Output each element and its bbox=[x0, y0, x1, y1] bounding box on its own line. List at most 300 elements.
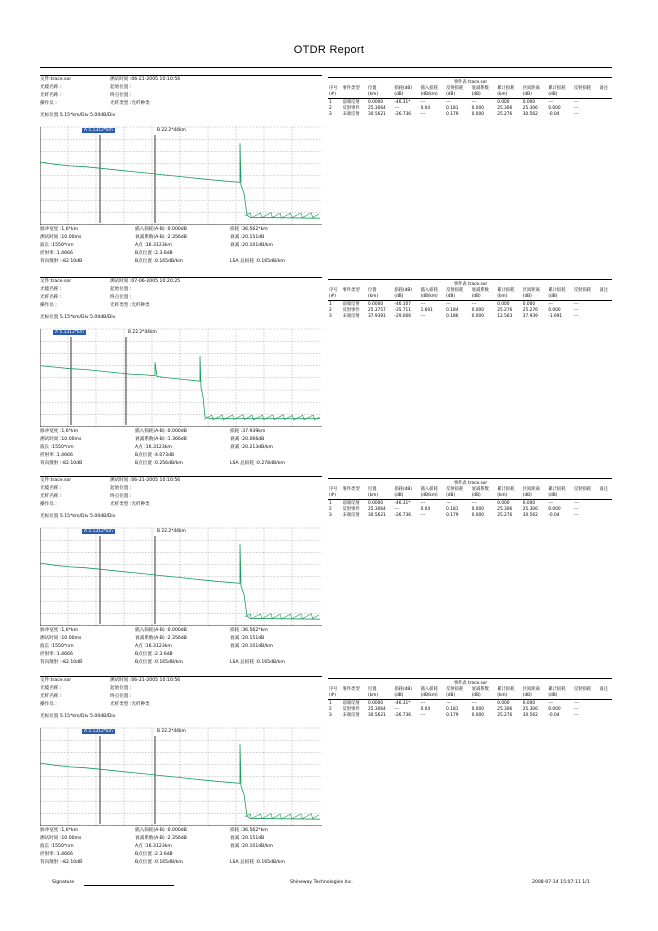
events-header-cell: (dB) bbox=[548, 693, 558, 698]
trace-section bbox=[40, 478, 612, 674]
event-cell: 0.04 bbox=[420, 707, 431, 712]
event-cell: 25.3064 bbox=[368, 707, 386, 712]
event-cell: --- bbox=[420, 100, 426, 105]
event-cell: 0.000 bbox=[522, 100, 536, 105]
trace-stat: B点位置 :4.073dB bbox=[135, 453, 175, 458]
file-name: 文件:trace.sor bbox=[40, 279, 72, 284]
events-header-cell: (km) bbox=[368, 493, 379, 498]
trace-stat: 衰减 :20.101dB/km bbox=[230, 844, 274, 849]
events-header-cell: 反射损耗 bbox=[446, 687, 464, 692]
event-cell: --- bbox=[573, 106, 579, 111]
events-header-cell: (dB) bbox=[446, 493, 456, 498]
event-cell bbox=[598, 513, 612, 519]
event-cell: -0.04 bbox=[548, 513, 560, 518]
events-header-cell: 累计损耗 bbox=[497, 288, 515, 293]
scale-info: 光标位置 5.15*km/Div 5.00dB/Div bbox=[40, 714, 116, 719]
trace-stat: LSA 总损耗 :0.165dB/km bbox=[230, 660, 285, 665]
events-header-cell: 衰减系数 bbox=[471, 487, 489, 492]
events-title: 事件表 trace.sor bbox=[453, 282, 488, 287]
event-cell: --- bbox=[420, 701, 426, 706]
event-cell: 0.0000 bbox=[368, 501, 384, 506]
event-cell: --- bbox=[573, 302, 579, 307]
fiber-type: 光纤类型 :光纤种类 bbox=[110, 502, 150, 507]
event-cell: --- bbox=[548, 100, 553, 105]
events-header-cell: (km) bbox=[368, 693, 379, 698]
event-cell: 前端反射 bbox=[342, 100, 360, 105]
operator: 操作员 : bbox=[40, 101, 57, 106]
events-header-cell: (dB/km) bbox=[420, 92, 438, 97]
trace-section bbox=[40, 678, 612, 874]
event-cell: -0.04 bbox=[548, 713, 560, 718]
events-rule bbox=[328, 478, 612, 479]
event-cell: -35.711 bbox=[394, 308, 411, 313]
events-header-cell: 事件类型 bbox=[342, 487, 360, 492]
trace-stat: 折射率 :1.4666 bbox=[40, 852, 73, 857]
trace-stat: 衰减 :20.213dB/km bbox=[230, 445, 274, 450]
event-cell: 25.276 bbox=[497, 513, 513, 518]
trace-stat: 波长 :1550*nm bbox=[40, 844, 74, 849]
events-header-cell: 序号 bbox=[329, 687, 338, 692]
cable-name: 光缆名称 : bbox=[40, 287, 62, 292]
events-header-cell: 损耗(dB) bbox=[394, 687, 413, 692]
start-location: 起始位置 : bbox=[110, 85, 132, 90]
event-cell: 25.306 bbox=[522, 507, 538, 512]
event-cell: 0.181 bbox=[446, 707, 459, 712]
events-header-cell: (km) bbox=[368, 92, 379, 97]
operator: 操作员 : bbox=[40, 303, 57, 308]
event-cell: 2 bbox=[329, 507, 332, 512]
event-cell: 0.000 bbox=[471, 308, 484, 313]
events-header-cell: 累计损耗 bbox=[548, 687, 566, 692]
otdr-trace-chart bbox=[40, 325, 322, 427]
fiber-type: 光纤类型 :光纤种类 bbox=[110, 101, 150, 106]
event-cell: 25.3757 bbox=[368, 308, 386, 313]
trace-stat: 衰减 :20.066dB bbox=[230, 437, 265, 442]
trace-stat: 衰减 :20.151dB bbox=[230, 636, 265, 641]
marker-b-label: B 22.2*44km bbox=[157, 729, 186, 734]
marker-a-label: A 5.1312*km bbox=[84, 529, 113, 534]
scale-info: 光标位置 5.15*km/Div 5.00dB/Div bbox=[40, 514, 116, 519]
event-cell: --- bbox=[420, 302, 426, 307]
trace-stat: 测试时间 :10.00ms bbox=[40, 235, 82, 240]
event-cell: 2 bbox=[329, 308, 332, 313]
event-cell: --- bbox=[446, 100, 451, 105]
event-cell: 反射事件 bbox=[342, 707, 360, 712]
trace-stat: 插入损耗(A-B) :0.000dB bbox=[135, 628, 187, 633]
trace-stat: 插入损耗(A-B) :0.000dB bbox=[135, 429, 187, 434]
events-header-cell: 区间距离 bbox=[522, 288, 540, 293]
trace-stat: LSA 总损耗 :0.165dB/km bbox=[230, 259, 285, 264]
event-cell: 0.000 bbox=[522, 302, 536, 307]
event-cell: 25.276 bbox=[497, 112, 513, 117]
events-header-cell: 损耗(dB) bbox=[394, 487, 413, 492]
event-cell: --- bbox=[420, 513, 426, 518]
events-header-cell: 累计损耗 bbox=[497, 86, 515, 91]
event-cell: 12.563 bbox=[497, 314, 513, 319]
event-cell: 0.181 bbox=[446, 507, 459, 512]
event-cell: 1 bbox=[329, 100, 332, 105]
events-header-cell: (#) bbox=[329, 693, 336, 698]
event-cell: --- bbox=[573, 713, 579, 718]
event-cell: --- bbox=[394, 106, 400, 111]
event-cell: -46.31* bbox=[394, 100, 411, 105]
event-cell: 30.562 bbox=[522, 112, 538, 117]
event-cell: 2 bbox=[329, 106, 332, 111]
event-cell: 0.000 bbox=[497, 100, 510, 105]
event-cell: 0.184 bbox=[446, 308, 459, 313]
event-cell: --- bbox=[573, 701, 579, 706]
cable-name: 光缆名称 : bbox=[40, 85, 62, 90]
events-header-cell: 位置 bbox=[368, 288, 377, 293]
report-title: OTDR Report bbox=[293, 44, 365, 56]
trace-stat: 脉冲宽度 :1,6*km bbox=[40, 828, 79, 833]
events-header-cell: 衰减系数 bbox=[471, 687, 489, 692]
event-cell: --- bbox=[420, 501, 426, 506]
event-cell: --- bbox=[420, 314, 426, 319]
cable-name: 光缆名称 : bbox=[40, 686, 62, 691]
events-header-cell: 反射损耗 bbox=[573, 288, 592, 293]
events-table bbox=[328, 80, 612, 118]
event-cell: 30.562 bbox=[522, 513, 538, 518]
test-datetime: 测试时间 :06-21-2005 10:10:56 bbox=[110, 678, 181, 683]
otdr-trace-chart bbox=[40, 123, 322, 225]
event-cell: 反射事件 bbox=[342, 308, 360, 313]
event-cell: --- bbox=[573, 112, 579, 117]
events-header-cell: (km) bbox=[497, 493, 508, 498]
trace-stat: 波长 :1550*nm bbox=[40, 644, 74, 649]
event-cell: 0.000 bbox=[548, 106, 561, 111]
event-cell: --- bbox=[471, 100, 477, 105]
events-header-cell: 反射损耗 bbox=[573, 487, 592, 492]
event-cell: 0.181 bbox=[446, 106, 459, 111]
events-header-cell: (km) bbox=[497, 294, 508, 299]
event-cell: --- bbox=[471, 302, 477, 307]
trace-stat: A点 :16.3123km bbox=[135, 445, 172, 450]
title-divider bbox=[40, 67, 612, 68]
trace-stat: A点 :16.3123km bbox=[135, 844, 172, 849]
event-cell: --- bbox=[573, 501, 579, 506]
start-location: 起始位置 : bbox=[110, 686, 132, 691]
otdr-trace-chart bbox=[40, 524, 322, 626]
event-cell: 0.0000 bbox=[368, 100, 384, 105]
trace-stat: 插入损耗(A-B) :0.000dB bbox=[135, 828, 187, 833]
events-rule bbox=[328, 678, 612, 679]
print-date: 2008-07-14 15:07:11 1/1 bbox=[532, 880, 590, 885]
event-cell: 37.939 bbox=[522, 314, 538, 319]
trace-stat: 脉冲宽度 :1,6*km bbox=[40, 227, 79, 232]
trace-stat: A点 :16.3123km bbox=[135, 644, 172, 649]
section-rule bbox=[40, 476, 322, 477]
event-cell: 末端反射 bbox=[342, 112, 360, 117]
events-header-cell: (dB) bbox=[522, 294, 532, 299]
trace-stat: 损耗 :36.562*km bbox=[230, 828, 268, 833]
events-header-cell: (dB) bbox=[548, 92, 558, 97]
events-header-cell: 区间距离 bbox=[522, 487, 540, 492]
event-row bbox=[328, 112, 612, 118]
event-cell: 0.000 bbox=[471, 713, 484, 718]
event-cell: -46.31* bbox=[394, 701, 411, 706]
file-name: 文件:trace.sor bbox=[40, 478, 72, 483]
event-cell: 0.186 bbox=[446, 314, 459, 319]
event-cell: --- bbox=[446, 701, 451, 706]
event-cell: 前端反射 bbox=[342, 501, 360, 506]
event-cell: --- bbox=[471, 501, 477, 506]
fiber-type: 光纤类型 :光纤种类 bbox=[110, 303, 150, 308]
event-cell: 37.9391 bbox=[368, 314, 386, 319]
event-cell: --- bbox=[573, 308, 579, 313]
event-cell: 0.0000 bbox=[368, 302, 384, 307]
marker-a-label: A 5.1312*km bbox=[84, 128, 113, 133]
marker-b-label: B 22.2*44km bbox=[157, 529, 186, 534]
event-cell: 前端反射 bbox=[342, 701, 360, 706]
events-header-cell: (dB/km) bbox=[420, 294, 438, 299]
marker-a-label: A 5.1312*km bbox=[84, 729, 113, 734]
trace-stat: 波长 :1550*nm bbox=[40, 243, 74, 248]
events-rule bbox=[328, 279, 612, 280]
event-cell: 0.179 bbox=[446, 513, 459, 518]
start-location: 起始位置 : bbox=[110, 287, 132, 292]
event-cell: 0.000 bbox=[471, 707, 484, 712]
scale-info: 光标位置 5.15*km/Div 5.00dB/Div bbox=[40, 113, 116, 118]
events-header-cell: 事件类型 bbox=[342, 687, 360, 692]
trace-stat: A点 :16.3123km bbox=[135, 243, 172, 248]
event-cell: --- bbox=[420, 112, 426, 117]
fiber-name: 光纤名称 : bbox=[40, 694, 62, 699]
trace-stat: 衰减 :20.151dB bbox=[230, 235, 265, 240]
events-header-cell: 累计损耗 bbox=[497, 687, 515, 692]
events-header-cell: (dB) bbox=[394, 294, 404, 299]
events-header-cell: 备注 bbox=[599, 288, 608, 293]
event-cell: 0.000 bbox=[548, 507, 561, 512]
cable-name: 光缆名称 : bbox=[40, 486, 62, 491]
events-header-cell: 备注 bbox=[599, 487, 608, 492]
operator: 操作员 : bbox=[40, 502, 57, 507]
events-header-cell: (dB) bbox=[471, 294, 481, 299]
event-cell: 0.000 bbox=[471, 507, 484, 512]
trace-stat: 损耗 :37.939km bbox=[230, 429, 266, 434]
events-header-cell: (km) bbox=[368, 294, 379, 299]
trace-stat: 折射率 :1.4666 bbox=[40, 251, 73, 256]
events-header-cell: 事件类型 bbox=[342, 86, 360, 91]
trace-section bbox=[40, 77, 612, 273]
trace-stat: 折射率 :1.4666 bbox=[40, 453, 73, 458]
event-cell: 1.691 bbox=[420, 308, 433, 313]
events-header-cell: 损耗(dB) bbox=[394, 86, 413, 91]
trace-stat: 背向散射 :-82.10dB bbox=[40, 660, 83, 665]
events-header-cell: 备注 bbox=[599, 687, 608, 692]
events-header-cell: 插入损耗 bbox=[420, 288, 438, 293]
trace-stat: 插入损耗(A-B) :0.000dB bbox=[135, 227, 187, 232]
trace-stat: 衰减系数(A-B) :2.356dB bbox=[135, 636, 187, 641]
events-header-cell: 衰减系数 bbox=[471, 288, 489, 293]
trace-stat: 衰减 :20.101dB/km bbox=[230, 644, 274, 649]
events-header-cell: 事件类型 bbox=[342, 288, 360, 293]
fiber-name: 光纤名称 : bbox=[40, 494, 62, 499]
event-cell: 3 bbox=[329, 314, 332, 319]
trace-stat: 损耗 :36.562*km bbox=[230, 227, 268, 232]
fiber-name: 光纤名称 : bbox=[40, 295, 62, 300]
event-cell: 30.5621 bbox=[368, 112, 386, 117]
event-cell bbox=[598, 314, 612, 320]
event-cell: -26.736 bbox=[394, 112, 411, 117]
file-name: 文件:trace.sor bbox=[40, 77, 72, 82]
event-cell: -46.107 bbox=[394, 302, 411, 307]
trace-section bbox=[40, 279, 612, 475]
event-cell: 前端反射 bbox=[342, 302, 360, 307]
event-cell: 1 bbox=[329, 701, 332, 706]
event-cell: --- bbox=[394, 507, 400, 512]
event-cell: -26.736 bbox=[394, 513, 411, 518]
event-cell: 3 bbox=[329, 112, 332, 117]
trace-plot bbox=[40, 524, 322, 626]
event-cell: 30.5621 bbox=[368, 513, 386, 518]
event-cell: 0.04 bbox=[420, 507, 431, 512]
event-cell: 25.306 bbox=[497, 106, 513, 111]
trace-stat: B点位置 :2.3.6dB bbox=[135, 652, 173, 657]
trace-stat: 测试时间 :10.00ms bbox=[40, 437, 82, 442]
trace-stat: 衰减系数(A-B) :2.356dB bbox=[135, 836, 187, 841]
events-header-cell: 反射损耗 bbox=[446, 487, 464, 492]
event-cell: --- bbox=[471, 701, 477, 706]
events-header-cell: 备注 bbox=[599, 86, 608, 91]
event-cell: 0.179 bbox=[446, 713, 459, 718]
operator: 操作员 : bbox=[40, 702, 57, 707]
otdr-trace-chart bbox=[40, 724, 322, 826]
event-cell: 0.000 bbox=[471, 106, 484, 111]
event-cell: 30.562 bbox=[522, 713, 538, 718]
events-header-cell: (dB) bbox=[394, 493, 404, 498]
events-header-cell: (#) bbox=[329, 493, 336, 498]
events-header-cell: (dB) bbox=[471, 92, 481, 97]
signature-line bbox=[84, 885, 174, 886]
events-header-cell: (dB) bbox=[522, 493, 532, 498]
page-footer bbox=[52, 878, 612, 888]
events-table bbox=[328, 481, 612, 519]
events-header-cell: 位置 bbox=[368, 86, 377, 91]
events-header-cell: (dB/km) bbox=[420, 493, 438, 498]
noise-floor bbox=[204, 415, 320, 420]
events-header-cell: 位置 bbox=[368, 487, 377, 492]
event-cell: 反射事件 bbox=[342, 507, 360, 512]
events-header-cell: 序号 bbox=[329, 86, 338, 91]
events-header-cell: 序号 bbox=[329, 288, 338, 293]
trace-stat: 测试时间 :10.00ms bbox=[40, 636, 82, 641]
trace-stat: 衰减 :20.151dB bbox=[230, 836, 265, 841]
event-cell: --- bbox=[446, 501, 451, 506]
fiber-type: 光纤类型 :光纤种类 bbox=[110, 702, 150, 707]
events-header-cell: (dB) bbox=[446, 693, 456, 698]
event-cell: 0.179 bbox=[446, 112, 459, 117]
events-table bbox=[328, 282, 612, 320]
event-cell: 25.306 bbox=[522, 707, 538, 712]
event-cell: 反射事件 bbox=[342, 106, 360, 111]
events-title: 事件表 trace.sor bbox=[453, 80, 488, 85]
events-header-cell: (km) bbox=[497, 92, 508, 97]
trace-stat: B点位置 :2.3.6dB bbox=[135, 251, 173, 256]
event-cell: -0.04 bbox=[548, 112, 560, 117]
events-header-cell: (dB/km) bbox=[420, 693, 438, 698]
events-header-cell: (dB) bbox=[446, 294, 456, 299]
trace-stat: 背向散射 :-82.10dB bbox=[40, 461, 83, 466]
event-cell bbox=[598, 112, 612, 118]
events-header-cell: 序号 bbox=[329, 487, 338, 492]
event-cell: -46.31* bbox=[394, 501, 411, 506]
event-cell: 末端反射 bbox=[342, 513, 360, 518]
event-cell: 3 bbox=[329, 513, 332, 518]
event-row bbox=[328, 314, 612, 320]
trace-stat: LSA 总损耗 :0.165dB/km bbox=[230, 860, 285, 865]
event-cell: --- bbox=[548, 501, 553, 506]
section-rule bbox=[40, 75, 322, 76]
event-cell: --- bbox=[573, 507, 579, 512]
section-rule bbox=[40, 676, 322, 677]
event-cell: 0.000 bbox=[497, 501, 510, 506]
event-cell: 2 bbox=[329, 707, 332, 712]
events-header-cell: 损耗(dB) bbox=[394, 288, 413, 293]
trace-stat: B点位置 :0.165dB/km bbox=[135, 660, 183, 665]
events-header-cell: 插入损耗 bbox=[420, 86, 438, 91]
events-table bbox=[328, 681, 612, 719]
events-header-cell: (dB) bbox=[394, 693, 404, 698]
event-cell: --- bbox=[394, 707, 400, 712]
events-header-cell: 累计损耗 bbox=[548, 288, 566, 293]
events-header-cell: (#) bbox=[329, 294, 336, 299]
events-header-cell: 插入损耗 bbox=[420, 687, 438, 692]
events-header-cell: (dB) bbox=[548, 294, 558, 299]
event-cell: 25.306 bbox=[497, 707, 513, 712]
trace-stat: 背向散射 :-82.10dB bbox=[40, 860, 83, 865]
event-cell: 25.3064 bbox=[368, 507, 386, 512]
section-rule bbox=[40, 277, 322, 278]
event-cell: 25.306 bbox=[497, 507, 513, 512]
event-cell: 0.000 bbox=[471, 112, 484, 117]
events-header-cell: (dB) bbox=[471, 693, 481, 698]
event-cell: --- bbox=[420, 713, 426, 718]
trace-stat: 衰减系数(A-B) :1.366dB bbox=[135, 437, 187, 442]
event-cell: 0.000 bbox=[522, 701, 536, 706]
events-header-cell: (dB) bbox=[394, 92, 404, 97]
event-cell: 1 bbox=[329, 302, 332, 307]
event-cell: 25.3064 bbox=[368, 106, 386, 111]
marker-a-label: A 5.1312*km bbox=[55, 330, 84, 335]
events-header-cell: 累计损耗 bbox=[548, 487, 566, 492]
end-location: 终点位置 : bbox=[110, 295, 132, 300]
event-cell: 0.000 bbox=[471, 314, 484, 319]
event-cell: 3 bbox=[329, 713, 332, 718]
trace-stat: LSA 总损耗 :0.278dB/km bbox=[230, 461, 285, 466]
events-header-cell: (km) bbox=[497, 693, 508, 698]
event-cell: --- bbox=[573, 513, 579, 518]
event-cell: --- bbox=[548, 701, 553, 706]
events-header-cell: 累计损耗 bbox=[497, 487, 515, 492]
events-header-cell: (dB) bbox=[471, 493, 481, 498]
event-cell: --- bbox=[573, 314, 579, 319]
event-cell: 25.306 bbox=[522, 106, 538, 111]
event-cell: 0.000 bbox=[548, 308, 561, 313]
event-row bbox=[328, 513, 612, 519]
events-header-cell: (#) bbox=[329, 92, 336, 97]
marker-b-label: B 22.2*44km bbox=[157, 128, 186, 133]
event-cell: 25.276 bbox=[497, 308, 513, 313]
event-cell bbox=[598, 713, 612, 719]
event-cell: 25.276 bbox=[522, 308, 538, 313]
event-cell: 0.0000 bbox=[368, 701, 384, 706]
trace-plot bbox=[40, 724, 322, 826]
trace-stat: 折射率 :1.4666 bbox=[40, 652, 73, 657]
trace-stat: 脉冲宽度 :1,6*km bbox=[40, 429, 79, 434]
test-datetime: 测试时间 :06-21-2005 10:10:56 bbox=[110, 478, 181, 483]
trace-stat: 衰减 :20.101dB/km bbox=[230, 243, 274, 248]
